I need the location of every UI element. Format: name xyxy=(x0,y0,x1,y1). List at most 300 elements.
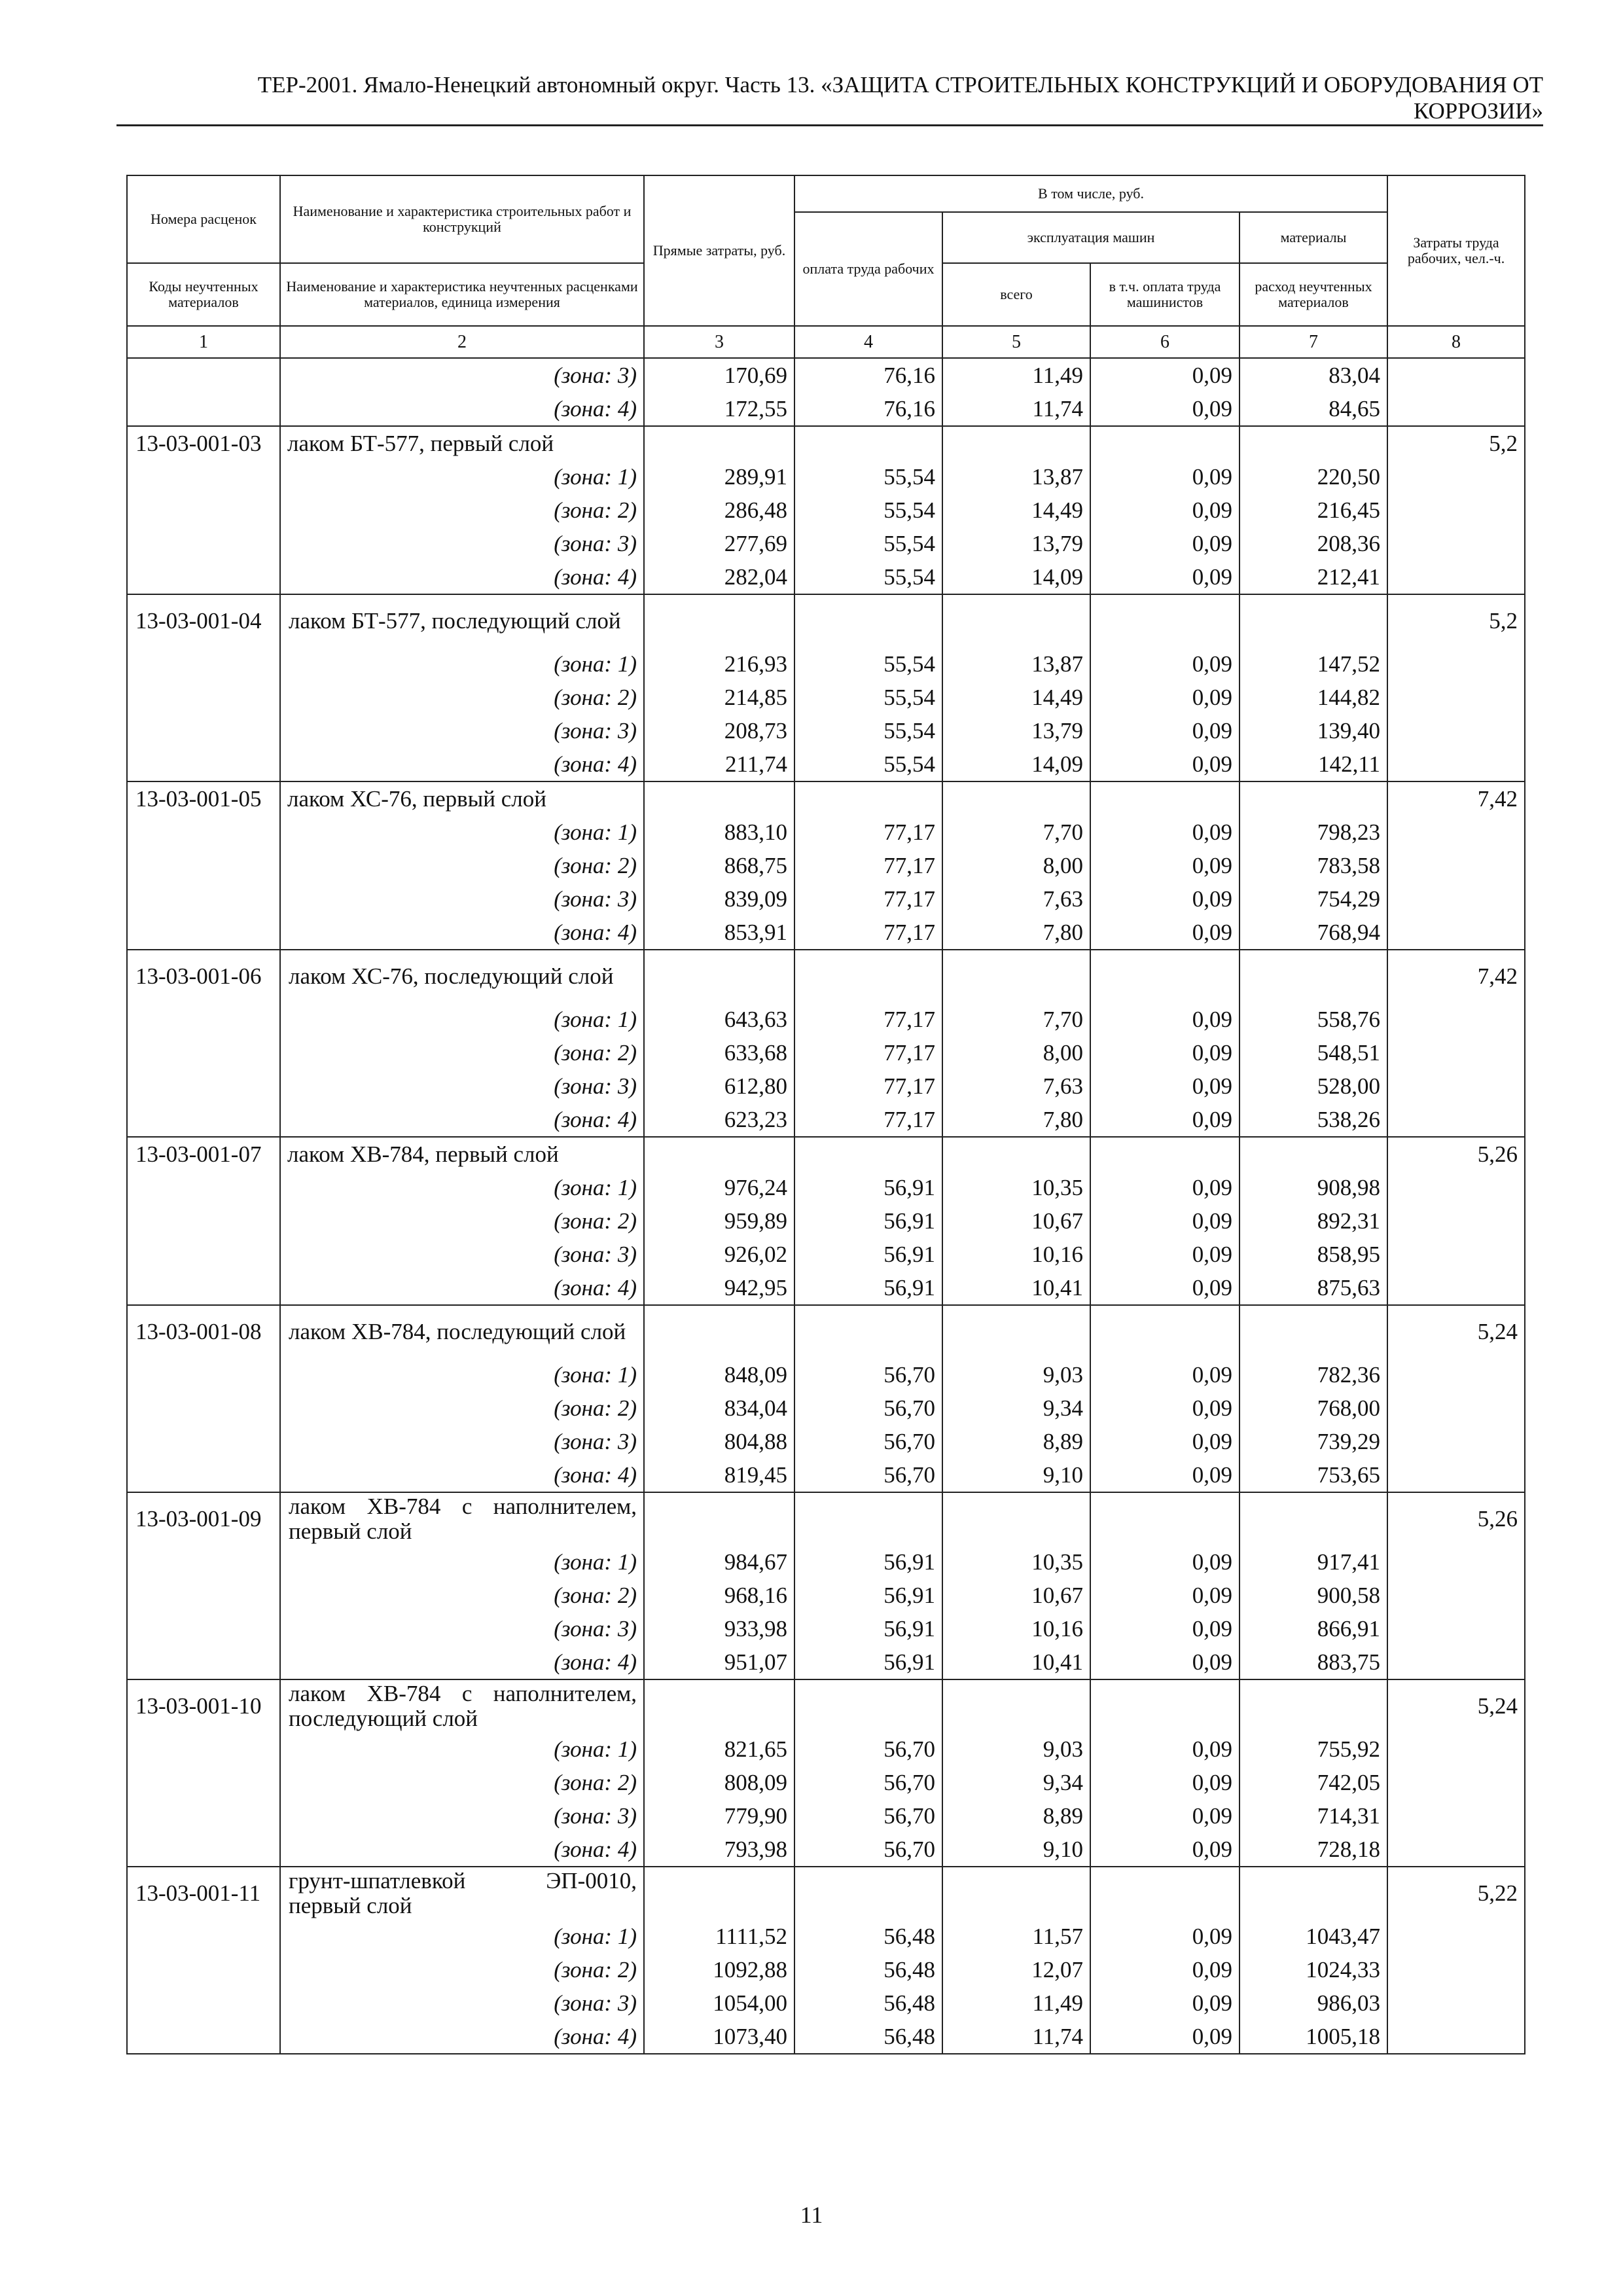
worker-wages-cell: 56,70 xyxy=(794,1833,942,1867)
materials-cell: 866,91 xyxy=(1240,1612,1387,1645)
worker-wages-cell: 55,54 xyxy=(794,747,942,781)
empty-cell xyxy=(794,1867,942,1920)
rate-title-row xyxy=(127,1679,1525,1732)
empty-cell xyxy=(942,594,1090,647)
operator-wages-cell: 0,09 xyxy=(1090,560,1240,594)
zone-label: (зона: 2) xyxy=(280,1204,644,1238)
labor-hours: 5,26 xyxy=(1387,1492,1525,1545)
operator-wages-cell: 0,09 xyxy=(1090,1036,1240,1069)
worker-wages-cell: 55,54 xyxy=(794,527,942,560)
labor-hours: 5,24 xyxy=(1387,1305,1525,1358)
direct-cost-cell: 839,09 xyxy=(644,882,794,916)
labor-hours: 5,2 xyxy=(1387,426,1525,460)
rate-title: лаком ХВ-784 с наполнителем, последующий слой xyxy=(280,1679,644,1732)
zone-label: (зона: 2) xyxy=(280,1036,644,1069)
code-cell xyxy=(127,714,280,747)
machines-total-cell: 8,00 xyxy=(942,1036,1090,1069)
labor-hours-cell xyxy=(1387,1612,1525,1645)
table-row xyxy=(127,1171,1525,1204)
zone-label: (зона: 3) xyxy=(280,1986,644,2020)
labor-hours-cell xyxy=(1387,1579,1525,1612)
rate-title-row xyxy=(127,1867,1525,1920)
machines-total-cell: 9,34 xyxy=(942,1391,1090,1425)
worker-wages-cell: 56,91 xyxy=(794,1238,942,1271)
operator-wages-cell: 0,09 xyxy=(1090,392,1240,426)
rate-code: 13-03-001-11 xyxy=(127,1867,280,1920)
labor-hours: 5,24 xyxy=(1387,1679,1525,1732)
empty-cell xyxy=(794,426,942,460)
zone-label: (зона: 3) xyxy=(280,358,644,392)
worker-wages-cell: 76,16 xyxy=(794,358,942,392)
rate-title: лаком ХС-76, первый слой xyxy=(280,781,644,816)
operator-wages-cell: 0,09 xyxy=(1090,1645,1240,1679)
direct-cost-cell: 643,63 xyxy=(644,1003,794,1036)
worker-wages-cell: 77,17 xyxy=(794,849,942,882)
machines-total-cell: 9,10 xyxy=(942,1833,1090,1867)
labor-hours-cell xyxy=(1387,647,1525,681)
table-row xyxy=(127,1458,1525,1492)
header-rate-numbers: Номера расценок xyxy=(127,175,280,263)
labor-hours-cell xyxy=(1387,1204,1525,1238)
worker-wages-cell: 55,54 xyxy=(794,560,942,594)
machines-total-cell: 8,00 xyxy=(942,849,1090,882)
empty-cell xyxy=(644,781,794,816)
machines-total-cell: 10,35 xyxy=(942,1171,1090,1204)
code-cell xyxy=(127,647,280,681)
header-work-name: Наименование и характеристика строительных работ и конструкций xyxy=(280,175,644,263)
rate-code: 13-03-001-10 xyxy=(127,1679,280,1732)
rate-title-row xyxy=(127,594,1525,647)
zone-label: (зона: 1) xyxy=(280,1171,644,1204)
direct-cost-cell: 868,75 xyxy=(644,849,794,882)
table-row xyxy=(127,1204,1525,1238)
machines-total-cell: 10,16 xyxy=(942,1612,1090,1645)
column-number: 8 xyxy=(1387,326,1525,358)
zone-label: (зона: 1) xyxy=(280,1732,644,1766)
header-operator-wages: в т.ч. оплата труда машинистов xyxy=(1090,263,1240,326)
labor-hours-cell xyxy=(1387,916,1525,950)
materials-cell: 768,94 xyxy=(1240,916,1387,950)
labor-hours: 5,26 xyxy=(1387,1137,1525,1171)
header-machine-operation: эксплуатация машин xyxy=(942,212,1240,263)
code-cell xyxy=(127,681,280,714)
machines-total-cell: 7,80 xyxy=(942,916,1090,950)
machines-total-cell: 11,74 xyxy=(942,2020,1090,2054)
direct-cost-cell: 623,23 xyxy=(644,1103,794,1137)
zone-label: (зона: 4) xyxy=(280,560,644,594)
header-rule xyxy=(116,124,1543,126)
direct-cost-cell: 779,90 xyxy=(644,1799,794,1833)
table-row xyxy=(127,1986,1525,2020)
direct-cost-cell: 172,55 xyxy=(644,392,794,426)
table-row xyxy=(127,527,1525,560)
empty-cell xyxy=(942,1679,1090,1732)
table-row xyxy=(127,493,1525,527)
worker-wages-cell: 77,17 xyxy=(794,1036,942,1069)
materials-cell: 782,36 xyxy=(1240,1358,1387,1391)
code-cell xyxy=(127,1579,280,1612)
header-labor-hours: Затраты труда рабочих, чел.-ч. xyxy=(1387,175,1525,326)
table-row xyxy=(127,714,1525,747)
code-cell xyxy=(127,1204,280,1238)
zone-label: (зона: 2) xyxy=(280,493,644,527)
table-row xyxy=(127,849,1525,882)
labor-hours-cell xyxy=(1387,1545,1525,1579)
operator-wages-cell: 0,09 xyxy=(1090,1003,1240,1036)
table-row xyxy=(127,1579,1525,1612)
labor-hours-cell xyxy=(1387,392,1525,426)
operator-wages-cell: 0,09 xyxy=(1090,1612,1240,1645)
rate-code: 13-03-001-05 xyxy=(127,781,280,816)
operator-wages-cell: 0,09 xyxy=(1090,1103,1240,1137)
rate-code: 13-03-001-03 xyxy=(127,426,280,460)
worker-wages-cell: 56,48 xyxy=(794,1986,942,2020)
table-row xyxy=(127,681,1525,714)
table-row xyxy=(127,1238,1525,1271)
machines-total-cell: 9,10 xyxy=(942,1458,1090,1492)
zone-label: (зона: 3) xyxy=(280,1238,644,1271)
empty-cell xyxy=(1240,1492,1387,1545)
operator-wages-cell: 0,09 xyxy=(1090,882,1240,916)
table-row xyxy=(127,1833,1525,1867)
direct-cost-cell: 1073,40 xyxy=(644,2020,794,2054)
zone-label: (зона: 4) xyxy=(280,2020,644,2054)
empty-cell xyxy=(644,1492,794,1545)
empty-cell xyxy=(794,1137,942,1171)
rate-title-row xyxy=(127,1492,1525,1545)
materials-cell: 83,04 xyxy=(1240,358,1387,392)
direct-cost-cell: 959,89 xyxy=(644,1204,794,1238)
column-number: 7 xyxy=(1240,326,1387,358)
direct-cost-cell: 216,93 xyxy=(644,647,794,681)
rate-title-row xyxy=(127,1305,1525,1358)
labor-hours-cell xyxy=(1387,1069,1525,1103)
table-row xyxy=(127,392,1525,426)
materials-cell: 753,65 xyxy=(1240,1458,1387,1492)
operator-wages-cell: 0,09 xyxy=(1090,1986,1240,2020)
labor-hours-cell xyxy=(1387,1732,1525,1766)
zone-label: (зона: 3) xyxy=(280,527,644,560)
worker-wages-cell: 77,17 xyxy=(794,1103,942,1137)
table-row xyxy=(127,1358,1525,1391)
direct-cost-cell: 926,02 xyxy=(644,1238,794,1271)
materials-cell: 768,00 xyxy=(1240,1391,1387,1425)
labor-hours-cell xyxy=(1387,1171,1525,1204)
zone-label: (зона: 1) xyxy=(280,816,644,849)
direct-cost-cell: 976,24 xyxy=(644,1171,794,1204)
rate-code: 13-03-001-06 xyxy=(127,950,280,1003)
zone-label: (зона: 1) xyxy=(280,1545,644,1579)
table-row xyxy=(127,1645,1525,1679)
empty-cell xyxy=(644,426,794,460)
operator-wages-cell: 0,09 xyxy=(1090,1833,1240,1867)
operator-wages-cell: 0,09 xyxy=(1090,460,1240,493)
table-row xyxy=(127,882,1525,916)
empty-cell xyxy=(644,1137,794,1171)
operator-wages-cell: 0,09 xyxy=(1090,1799,1240,1833)
materials-cell: 144,82 xyxy=(1240,681,1387,714)
code-cell xyxy=(127,2020,280,2054)
code-cell xyxy=(127,1645,280,1679)
worker-wages-cell: 77,17 xyxy=(794,1003,942,1036)
materials-cell: 212,41 xyxy=(1240,560,1387,594)
rate-code: 13-03-001-08 xyxy=(127,1305,280,1358)
machines-total-cell: 8,89 xyxy=(942,1799,1090,1833)
worker-wages-cell: 77,17 xyxy=(794,882,942,916)
table-row xyxy=(127,2020,1525,2054)
zone-label: (зона: 3) xyxy=(280,1425,644,1458)
labor-hours-cell xyxy=(1387,1103,1525,1137)
direct-cost-cell: 1111,52 xyxy=(644,1920,794,1953)
operator-wages-cell: 0,09 xyxy=(1090,916,1240,950)
machines-total-cell: 12,07 xyxy=(942,1953,1090,1986)
empty-cell xyxy=(1240,781,1387,816)
machines-total-cell: 13,87 xyxy=(942,647,1090,681)
worker-wages-cell: 56,70 xyxy=(794,1391,942,1425)
empty-cell xyxy=(794,1492,942,1545)
rate-title-row xyxy=(127,1137,1525,1171)
worker-wages-cell: 56,48 xyxy=(794,1920,942,1953)
worker-wages-cell: 55,54 xyxy=(794,460,942,493)
worker-wages-cell: 56,91 xyxy=(794,1579,942,1612)
operator-wages-cell: 0,09 xyxy=(1090,2020,1240,2054)
labor-hours-cell xyxy=(1387,1953,1525,1986)
table-row xyxy=(127,1391,1525,1425)
direct-cost-cell: 942,95 xyxy=(644,1271,794,1305)
worker-wages-cell: 55,54 xyxy=(794,681,942,714)
rate-title: лаком ХВ-784, последующий слой xyxy=(280,1305,644,1358)
empty-cell xyxy=(794,950,942,1003)
rate-title-row xyxy=(127,950,1525,1003)
materials-cell: 908,98 xyxy=(1240,1171,1387,1204)
labor-hours-cell xyxy=(1387,681,1525,714)
column-number: 1 xyxy=(127,326,280,358)
empty-cell xyxy=(942,1305,1090,1358)
empty-cell xyxy=(1240,1679,1387,1732)
rate-title: лаком БТ-577, первый слой xyxy=(280,426,644,460)
direct-cost-cell: 834,04 xyxy=(644,1391,794,1425)
table-row xyxy=(127,1799,1525,1833)
table-row xyxy=(127,1103,1525,1137)
table-row xyxy=(127,1953,1525,1986)
zone-label: (зона: 3) xyxy=(280,1069,644,1103)
machines-total-cell: 10,35 xyxy=(942,1545,1090,1579)
header-line-2: КОРРОЗИИ» xyxy=(1414,98,1543,124)
empty-cell xyxy=(1240,1137,1387,1171)
operator-wages-cell: 0,09 xyxy=(1090,1358,1240,1391)
labor-hours-cell xyxy=(1387,460,1525,493)
worker-wages-cell: 56,70 xyxy=(794,1458,942,1492)
materials-cell: 1005,18 xyxy=(1240,2020,1387,2054)
materials-cell: 875,63 xyxy=(1240,1271,1387,1305)
machines-total-cell: 10,67 xyxy=(942,1204,1090,1238)
worker-wages-cell: 77,17 xyxy=(794,916,942,950)
zone-label: (зона: 1) xyxy=(280,1358,644,1391)
code-cell xyxy=(127,1171,280,1204)
worker-wages-cell: 55,54 xyxy=(794,647,942,681)
labor-hours-cell xyxy=(1387,1833,1525,1867)
table-row xyxy=(127,460,1525,493)
operator-wages-cell: 0,09 xyxy=(1090,1204,1240,1238)
direct-cost-cell: 821,65 xyxy=(644,1732,794,1766)
code-cell xyxy=(127,1986,280,2020)
code-cell xyxy=(127,1545,280,1579)
header-material-codes: Коды неучтенных материалов xyxy=(127,263,280,326)
rate-title-row xyxy=(127,781,1525,816)
empty-cell xyxy=(1090,950,1240,1003)
direct-cost-cell: 848,09 xyxy=(644,1358,794,1391)
direct-cost-cell: 289,91 xyxy=(644,460,794,493)
materials-cell: 84,65 xyxy=(1240,392,1387,426)
code-cell xyxy=(127,1103,280,1137)
operator-wages-cell: 0,09 xyxy=(1090,1271,1240,1305)
empty-cell xyxy=(1090,426,1240,460)
materials-cell: 739,29 xyxy=(1240,1425,1387,1458)
empty-cell xyxy=(1240,1305,1387,1358)
labor-hours-cell xyxy=(1387,849,1525,882)
materials-cell: 558,76 xyxy=(1240,1003,1387,1036)
code-cell xyxy=(127,1425,280,1458)
direct-cost-cell: 933,98 xyxy=(644,1612,794,1645)
materials-cell: 783,58 xyxy=(1240,849,1387,882)
empty-cell xyxy=(1240,594,1387,647)
machines-total-cell: 10,67 xyxy=(942,1579,1090,1612)
labor-hours-cell xyxy=(1387,358,1525,392)
direct-cost-cell: 808,09 xyxy=(644,1766,794,1799)
operator-wages-cell: 0,09 xyxy=(1090,1069,1240,1103)
materials-cell: 858,95 xyxy=(1240,1238,1387,1271)
zone-label: (зона: 4) xyxy=(280,1645,644,1679)
labor-hours-cell xyxy=(1387,1799,1525,1833)
machines-total-cell: 11,74 xyxy=(942,392,1090,426)
code-cell xyxy=(127,1458,280,1492)
zone-label: (зона: 4) xyxy=(280,1103,644,1137)
machines-total-cell: 11,57 xyxy=(942,1920,1090,1953)
empty-cell xyxy=(942,950,1090,1003)
direct-cost-cell: 1092,88 xyxy=(644,1953,794,1986)
header-direct-costs: Прямые затраты, руб. xyxy=(644,175,794,326)
table-row xyxy=(127,1732,1525,1766)
table-body xyxy=(127,358,1525,2054)
direct-cost-cell: 1054,00 xyxy=(644,1986,794,2020)
direct-cost-cell: 612,80 xyxy=(644,1069,794,1103)
rates-table xyxy=(126,175,1525,2054)
machines-total-cell: 7,80 xyxy=(942,1103,1090,1137)
materials-cell: 798,23 xyxy=(1240,816,1387,849)
machines-total-cell: 13,87 xyxy=(942,460,1090,493)
zone-label: (зона: 4) xyxy=(280,1458,644,1492)
rate-title: лаком ХВ-784 с наполнителем, первый слой xyxy=(280,1492,644,1545)
rate-code: 13-03-001-07 xyxy=(127,1137,280,1171)
labor-hours-cell xyxy=(1387,882,1525,916)
table-row xyxy=(127,1425,1525,1458)
machines-total-cell: 11,49 xyxy=(942,1986,1090,2020)
machines-total-cell: 10,41 xyxy=(942,1645,1090,1679)
labor-hours-cell xyxy=(1387,493,1525,527)
direct-cost-cell: 819,45 xyxy=(644,1458,794,1492)
code-cell xyxy=(127,1953,280,1986)
empty-cell xyxy=(942,1137,1090,1171)
code-cell xyxy=(127,882,280,916)
operator-wages-cell: 0,09 xyxy=(1090,1458,1240,1492)
header-materials: материалы xyxy=(1240,212,1387,263)
worker-wages-cell: 56,91 xyxy=(794,1171,942,1204)
operator-wages-cell: 0,09 xyxy=(1090,1391,1240,1425)
rate-title: грунт-шпатлевкой ЭП-0010, первый слой xyxy=(280,1867,644,1920)
machines-total-cell: 14,49 xyxy=(942,493,1090,527)
zone-label: (зона: 2) xyxy=(280,1391,644,1425)
materials-cell: 742,05 xyxy=(1240,1766,1387,1799)
worker-wages-cell: 76,16 xyxy=(794,392,942,426)
materials-cell: 986,03 xyxy=(1240,1986,1387,2020)
column-number: 4 xyxy=(794,326,942,358)
operator-wages-cell: 0,09 xyxy=(1090,747,1240,781)
table-row xyxy=(127,1766,1525,1799)
operator-wages-cell: 0,09 xyxy=(1090,1920,1240,1953)
materials-cell: 714,31 xyxy=(1240,1799,1387,1833)
worker-wages-cell: 55,54 xyxy=(794,714,942,747)
machines-total-cell: 14,49 xyxy=(942,681,1090,714)
worker-wages-cell: 56,91 xyxy=(794,1204,942,1238)
operator-wages-cell: 0,09 xyxy=(1090,714,1240,747)
code-cell xyxy=(127,358,280,392)
column-number: 3 xyxy=(644,326,794,358)
worker-wages-cell: 56,91 xyxy=(794,1645,942,1679)
code-cell xyxy=(127,1238,280,1271)
labor-hours-cell xyxy=(1387,1458,1525,1492)
materials-cell: 208,36 xyxy=(1240,527,1387,560)
machines-total-cell: 13,79 xyxy=(942,714,1090,747)
zone-label: (зона: 2) xyxy=(280,849,644,882)
worker-wages-cell: 77,17 xyxy=(794,816,942,849)
labor-hours: 7,42 xyxy=(1387,781,1525,816)
zone-label: (зона: 1) xyxy=(280,1920,644,1953)
empty-cell xyxy=(942,781,1090,816)
zone-label: (зона: 2) xyxy=(280,1766,644,1799)
rate-title: лаком БТ-577, последующий слой xyxy=(280,594,644,647)
direct-cost-cell: 277,69 xyxy=(644,527,794,560)
code-cell xyxy=(127,1732,280,1766)
operator-wages-cell: 0,09 xyxy=(1090,1171,1240,1204)
operator-wages-cell: 0,09 xyxy=(1090,358,1240,392)
table-row xyxy=(127,358,1525,392)
direct-cost-cell: 170,69 xyxy=(644,358,794,392)
zone-label: (зона: 3) xyxy=(280,1799,644,1833)
table-row xyxy=(127,1271,1525,1305)
materials-cell: 917,41 xyxy=(1240,1545,1387,1579)
labor-hours-cell xyxy=(1387,1920,1525,1953)
direct-cost-cell: 208,73 xyxy=(644,714,794,747)
worker-wages-cell: 56,91 xyxy=(794,1545,942,1579)
column-number: 2 xyxy=(280,326,644,358)
header-worker-wages: оплата труда рабочих xyxy=(794,212,942,326)
empty-cell xyxy=(794,594,942,647)
labor-hours-cell xyxy=(1387,560,1525,594)
code-cell xyxy=(127,392,280,426)
empty-cell xyxy=(942,426,1090,460)
code-cell xyxy=(127,1766,280,1799)
worker-wages-cell: 56,70 xyxy=(794,1766,942,1799)
machines-total-cell: 14,09 xyxy=(942,747,1090,781)
machines-total-cell: 7,70 xyxy=(942,1003,1090,1036)
zone-label: (зона: 4) xyxy=(280,1833,644,1867)
materials-cell: 147,52 xyxy=(1240,647,1387,681)
zone-label: (зона: 2) xyxy=(280,1579,644,1612)
code-cell xyxy=(127,849,280,882)
code-cell xyxy=(127,493,280,527)
header-including: В том числе, руб. xyxy=(794,175,1387,212)
labor-hours-cell xyxy=(1387,527,1525,560)
